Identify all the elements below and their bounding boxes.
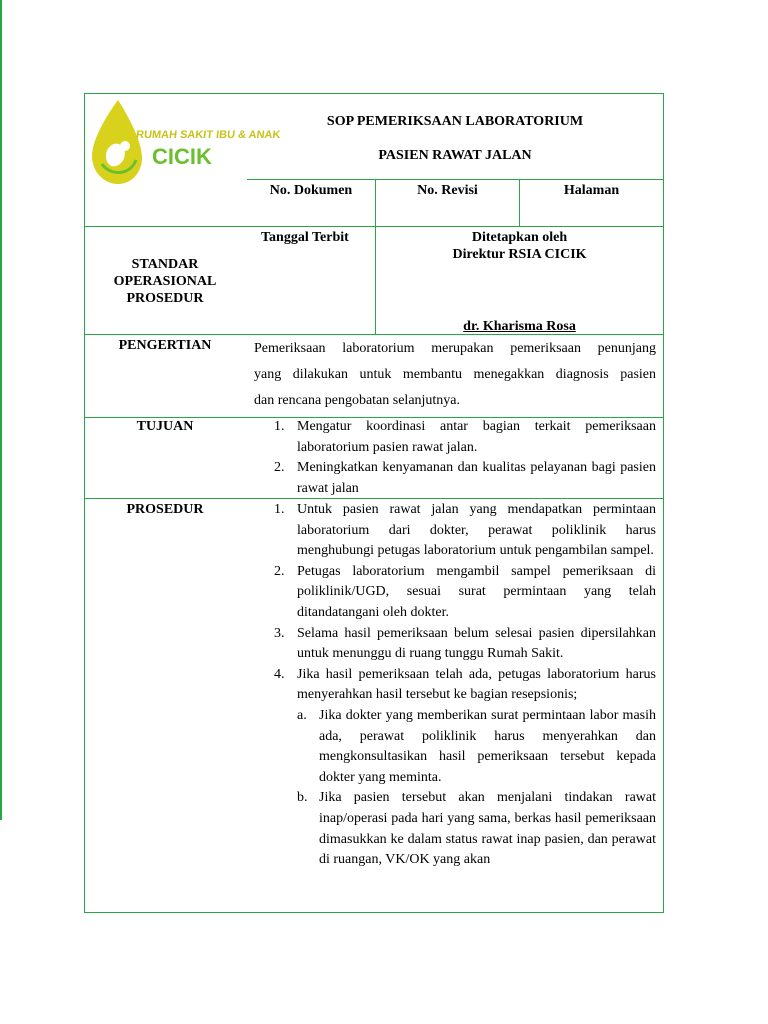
sub-list [297,706,656,871]
sub-list-item-text: Jika pasien tersebut akan menjalani tindakan rawat inap/operasi pada hari yang sama, berkas hasil pemeriksaan dimasukkan ke dalam status rawat inap pasien, dan perawat di ruangan, VK/OK yang akan [319,790,656,868]
list-item: 4. Jika hasil pemeriksaan telah ada, petugas laboratorium harus menyerahkan hasil tersebut ke bagian resepsionis; a. Jika dokter yang memberikan surat permintaan labor masih ada, perawat poliklinik harus menyerahkan dan mengkonsultasikan hasil pemeriksaan tersebut kepada dokter yang meminta. b. Jika pasien tersebut akan menjalani tindakan rawat inap/operasi pada hari yang sama, berkas hasil pemeriksaan dimasukkan ke dalam status rawat inap pasien, dan perawat di ruangan, VK/OK yang akan [254,665,656,871]
table-border-top [84,93,664,94]
pengertian-line: dan rencana pengobatan selanjutnya. [254,393,461,408]
svg-text:CICIK: CICIK [152,144,212,169]
tujuan-label: TUJUAN [136,419,194,434]
tujuan-list [254,417,656,499]
tanggal-terbit-label: Tanggal Terbit [261,230,349,245]
sub-list-item: a. Jika dokter yang memberikan surat permintaan labor masih ada, perawat poliklinik harus menyerahkan dan mengkonsultasikan hasil pemeriksaan tersebut kepada dokter yang meminta. [297,707,656,785]
list-item: 2. Petugas laboratorium mengambil sampel pemeriksaan di poliklinik/UGD, sesuai surat permintaan yang telah ditandatangani oleh dokter. [274,563,656,620]
svg-text:RUMAH SAKIT IBU & ANAK: RUMAH SAKIT IBU & ANAK [135,129,281,141]
table-column-divider [0,0,2,820]
row-line-title [247,179,664,180]
doc-title-line2: PASIEN RAWAT JALAN [378,148,532,163]
no-revisi-label: No. Revisi [417,183,478,198]
halaman-label: Halaman [563,183,620,198]
list-item-text: Untuk pasien rawat jalan yang mendapatkan permintaan laboratorium dari dokter, perawat poliklinik harus menghubungi petugas laboratorium untuk pengambilan sampel. [297,502,656,559]
sub-list-item: b. Jika pasien tersebut akan menjalani tindakan rawat inap/operasi pada hari yang sama, berkas hasil pemeriksaan dimasukkan ke dalam status rawat inap pasien, dan perawat di ruangan, VK/OK yang akan [297,790,656,868]
list-item: 1. Untuk pasien rawat jalan yang mendapatkan permintaan laboratorium dari dokter, perawat poliklinik harus menghubungi petugas laboratorium untuk pengambilan sampel. [274,502,656,559]
hospital-logo [88,98,281,188]
sop-label-3: PROSEDUR [126,291,204,306]
no-dokumen-label: No. Dokumen [269,183,353,198]
list-item-text: Petugas laboratorium mengambil sampel pemeriksaan di poliklinik/UGD, sesuai surat permintaan yang telah ditandatangani oleh dokter. [297,563,656,620]
direktur-label: Direktur RSIA CICIK [452,247,587,262]
prosedur-list [254,500,656,871]
sop-label-1: STANDAR [131,257,199,272]
logo-drop-icon [88,98,281,188]
sub-list-item-text: Jika dokter yang memberikan surat permintaan labor masih ada, perawat poliklinik harus menyerahkan dan mengkonsultasikan hasil pemeriksaan tersebut kepada dokter yang meminta. [319,707,656,785]
list-item-text: Selama hasil pemeriksaan belum selesai pasien dipersilahkan untuk menunggu di ruang tunggu Rumah Sakit. [297,625,656,662]
prosedur-label: PROSEDUR [126,502,204,517]
list-item: 1. Mengatur koordinasi antar bagian terkait pemeriksaan laboratorium pasien rawat jalan. [274,419,656,455]
table-border-right [663,93,664,913]
list-item: 2. Meningkatkan kenyamanan dan kualitas pelayanan bagi pasien rawat jalan [274,460,656,496]
pengertian-line: Pemeriksaan laboratorium merupakan pemeriksaan penunjang [254,341,656,356]
list-item: 3. Selama hasil pemeriksaan belum selesai pasien dipersilahkan untuk menunggu di ruang tunggu Rumah Sakit. [274,625,656,662]
pengertian-line: yang dilakukan untuk membantu menegakkan diagnosis pasien [254,367,656,382]
table-border-bottom [84,912,664,913]
signatory-name: dr. Kharisma Rosa [463,319,576,334]
list-item-text: Mengatur koordinasi antar bagian terkait pemeriksaan laboratorium pasien rawat jalan. [297,419,656,455]
list-item-text: Jika hasil pemeriksaan telah ada, petugas laboratorium harus menyerahkan hasil tersebut ke bagian resepsionis; [297,666,656,703]
pengertian-label: PENGERTIAN [118,338,212,353]
ditetapkan-oleh-label: Ditetapkan oleh [471,230,568,245]
row-line-dokumen [84,226,664,227]
list-item-text: Meningkatkan kenyamanan dan kualitas pelayanan bagi pasien rawat jalan [297,460,656,496]
doc-title-line1: SOP PEMERIKSAAN LABORATORIUM [326,114,584,129]
sop-label-2: OPERASIONAL [113,274,217,289]
pengertian-text [254,336,656,414]
